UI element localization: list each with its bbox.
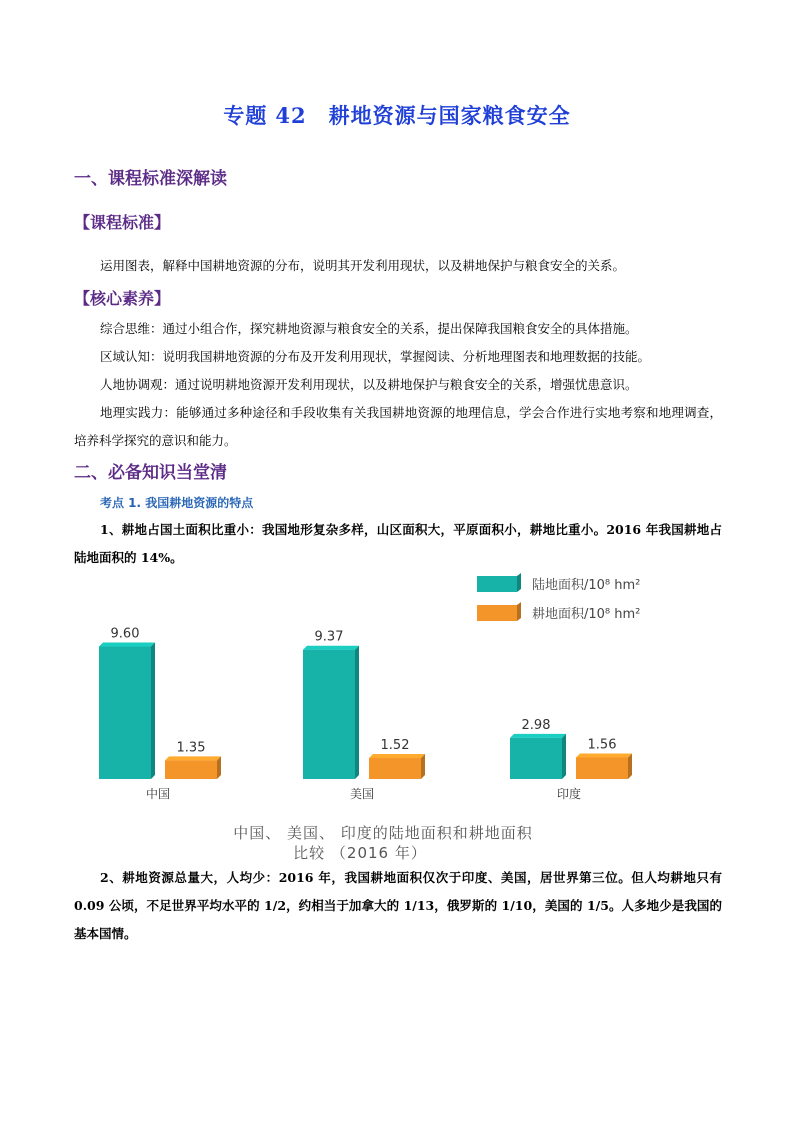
legend-swatch-0 bbox=[477, 576, 517, 592]
bar-top-0-0 bbox=[99, 643, 155, 647]
bar-1-0 bbox=[165, 760, 217, 779]
bar-value-label: 2.98 bbox=[521, 717, 551, 733]
literacy-item-2: 区域认知：说明我国耕地资源的分布及开发利用现状，掌握阅读、分析地理图表和地理数据的技能。 bbox=[100, 349, 651, 364]
bar-top-1-0 bbox=[165, 756, 221, 760]
bar-top-1-1 bbox=[369, 754, 425, 758]
bar-1-1 bbox=[369, 758, 421, 779]
category-label: 印度 bbox=[556, 787, 582, 801]
bar-0-2 bbox=[510, 738, 562, 779]
literacy-item-3: 人地协调观：通过说明耕地资源开发利用现状，以及耕地保护与粮食安全的关系，增强忧患意识。 bbox=[100, 377, 638, 392]
bar-side-1-1 bbox=[421, 754, 425, 779]
legend-label: 耕地面积/10⁸ hm² bbox=[532, 607, 641, 622]
bar-side-0-0 bbox=[151, 643, 155, 779]
legend-swatch-side-1 bbox=[517, 602, 521, 621]
section2-heading: 二、必备知识当堂清 bbox=[74, 463, 227, 483]
bar-value-label: 1.52 bbox=[380, 738, 410, 754]
standard-heading: 【课程标准】 bbox=[74, 213, 171, 232]
title-prefix: 专题 bbox=[223, 103, 268, 128]
bar-0-0 bbox=[99, 647, 151, 779]
chart-svg bbox=[90, 566, 710, 866]
bar-top-0-2 bbox=[510, 734, 566, 738]
chart-title-line1: 中国、 美国、 印度的陆地面积和耕地面积 bbox=[233, 824, 533, 842]
paragraph-1: 1、耕地占国土面积比重小：我国地形复杂多样，山区面积大，平原面积小，耕地比重小。2016 年我国耕地占陆地面积的 14%。 bbox=[74, 522, 722, 565]
literacy-item-1: 综合思维：通过小组合作，探究耕地资源与粮食安全的关系，提出保障我国粮食安全的具体措施。 bbox=[100, 321, 638, 336]
standard-text: 运用图表，解释中国耕地资源的分布，说明其开发利用现状，以及耕地保护与粮食安全的关系。 bbox=[100, 258, 626, 273]
legend-swatch-1 bbox=[477, 605, 517, 621]
title-text: 耕地资源与国家粮食安全 bbox=[328, 103, 571, 128]
legend-label: 陆地面积/10⁸ hm² bbox=[532, 578, 641, 593]
bar-value-label: 9.60 bbox=[110, 626, 140, 642]
bar-top-0-1 bbox=[303, 646, 359, 650]
bar-value-label: 1.56 bbox=[587, 737, 617, 753]
point1-heading: 考点 1. 我国耕地资源的特点 bbox=[100, 496, 254, 510]
bar-chart bbox=[90, 566, 710, 866]
literacy-heading: 【核心素养】 bbox=[74, 289, 171, 308]
bar-side-0-1 bbox=[355, 646, 359, 779]
bar-value-label: 9.37 bbox=[314, 629, 344, 645]
literacy-item-4: 地理实践力：能够通过多种途径和手段收集有关我国耕地资源的地理信息，学会合作进行实地考察和地理调查，培养科学探究的意识和能力。 bbox=[74, 405, 722, 448]
category-label: 美国 bbox=[349, 787, 375, 801]
paragraph-2: 2、耕地资源总量大，人均少：2016 年，我国耕地面积仅次于印度、美国，居世界第三位。但人均耕地只有 0.09 公顷，不足世界平均水平的 1/2，约相当于加拿大的 1/13，俄罗斯的 1/10，美国的 1/5。人多地少是我国的基本国情。 bbox=[74, 870, 722, 941]
bar-0-1 bbox=[303, 650, 355, 779]
bar-side-0-2 bbox=[562, 734, 566, 779]
page-title bbox=[0, 100, 794, 130]
bar-value-label: 1.35 bbox=[176, 740, 206, 756]
section1-heading: 一、课程标准深解读 bbox=[74, 169, 227, 189]
title-number: 42 bbox=[275, 103, 307, 128]
bar-top-1-2 bbox=[576, 753, 632, 757]
category-label: 中国 bbox=[145, 787, 171, 801]
bar-side-1-2 bbox=[628, 753, 632, 779]
bar-1-2 bbox=[576, 757, 628, 779]
legend-swatch-side-0 bbox=[517, 573, 521, 592]
chart-title-line2: 比较 （2016 年） bbox=[293, 844, 427, 862]
